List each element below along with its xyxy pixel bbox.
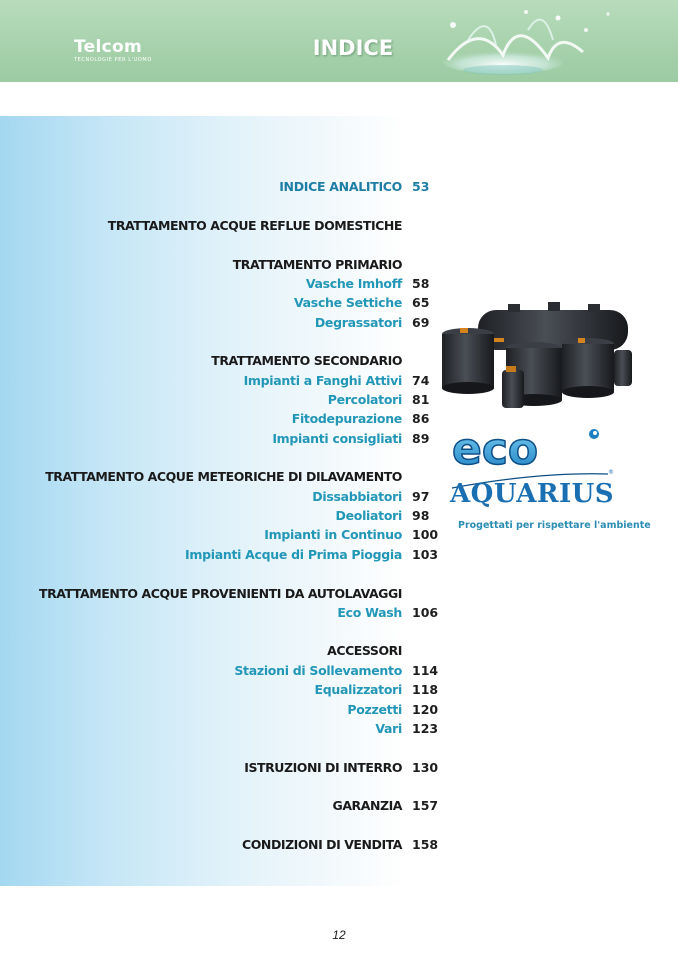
toc-entry[interactable]	[0, 371, 440, 391]
telcom-logo	[74, 38, 152, 63]
toc-entry[interactable]	[0, 506, 440, 526]
toc-entry-page: 106	[412, 605, 439, 620]
toc-entry[interactable]	[0, 429, 440, 449]
toc-entry[interactable]	[0, 603, 440, 623]
toc-section-heading[interactable]	[0, 796, 440, 816]
toc-section-heading[interactable]	[0, 641, 440, 661]
toc-entry[interactable]	[0, 525, 440, 545]
toc-entry-page: 86	[412, 411, 430, 426]
toc-entry-page: 58	[412, 276, 430, 291]
toc-entry-label: Eco Wash	[337, 605, 402, 620]
toc-entry-label: ISTRUZIONI DI INTERRO	[244, 760, 402, 775]
toc-entry-label: Impianti a Fanghi Attivi	[243, 373, 402, 388]
logo-text: Telcom	[74, 37, 142, 57]
page-header	[0, 0, 678, 82]
toc-entry-label: CONDIZIONI DI VENDITA	[242, 837, 402, 852]
toc-entry-label: Vasche Settiche	[293, 295, 402, 310]
toc-entry[interactable]	[0, 700, 440, 720]
toc-entry-page: 98	[412, 508, 430, 523]
toc-entry[interactable]	[0, 719, 440, 739]
toc-section-heading[interactable]	[0, 584, 440, 604]
page-number: 12	[332, 928, 346, 942]
toc-section-heading[interactable]	[0, 216, 440, 236]
toc-entry-label: TRATTAMENTO PRIMARIO	[232, 257, 402, 272]
toc-entry[interactable]	[0, 409, 440, 429]
toc-entry-page: 103	[412, 547, 439, 562]
toc-entry-page: 89	[412, 431, 430, 446]
toc-entry-page: 74	[412, 373, 430, 388]
toc-entry-page: 97	[412, 489, 430, 504]
toc-entry-label: Stazioni di Sollevamento	[234, 663, 402, 678]
toc-entry-label: Dissabbiatori	[312, 489, 402, 504]
page-title: INDICE	[312, 36, 394, 60]
toc-entry[interactable]	[0, 390, 440, 410]
toc-entry-page: 69	[412, 315, 430, 330]
logo-subtitle: TECNOLOGIE PER L'UOMO	[74, 57, 152, 63]
toc-entry-label: Deoliatori	[335, 508, 402, 523]
toc-entry-label: TRATTAMENTO ACQUE PROVENIENTI DA AUTOLAVAGGI	[39, 586, 402, 601]
toc-entry-label: Impianti in Continuo	[264, 527, 402, 542]
brand-logo-line1: eco	[452, 424, 539, 475]
toc-entry-page: 100	[412, 527, 439, 542]
toc-entry-page: 158	[412, 837, 439, 852]
toc-entry-label: Degrassatori	[314, 315, 402, 330]
toc-entry[interactable]	[0, 293, 440, 313]
toc-entry-label: Fitodepurazione	[291, 411, 402, 426]
brand-logo-line2: AQUARIUS	[450, 479, 615, 509]
toc-entry-label: Impianti Acque di Prima Pioggia	[185, 547, 402, 562]
tanks-product-image	[438, 298, 634, 418]
toc-entry[interactable]	[0, 545, 440, 565]
toc-entry-label: Vasche Imhoff	[305, 276, 402, 291]
toc-entry[interactable]	[0, 680, 440, 700]
toc-entry-page: 65	[412, 295, 430, 310]
toc-entry-page: 53	[412, 179, 430, 194]
toc-entry-label: Pozzetti	[347, 702, 402, 717]
toc-entry-page: 123	[412, 721, 439, 736]
toc-entry-label: TRATTAMENTO ACQUE METEORICHE DI DILAVAMENTO	[45, 469, 402, 484]
toc-entry-page: 118	[412, 682, 439, 697]
toc-section-heading[interactable]	[0, 351, 440, 371]
toc-entry[interactable]	[0, 661, 440, 681]
toc-section-heading[interactable]	[0, 255, 440, 275]
toc-entry[interactable]	[0, 487, 440, 507]
toc-entry-label: Percolatori	[327, 392, 402, 407]
toc-section-heading[interactable]	[0, 835, 440, 855]
toc-entry-label: GARANZIA	[332, 798, 402, 813]
toc-entry-page: 81	[412, 392, 430, 407]
toc-entry-label: TRATTAMENTO SECONDARIO	[211, 353, 402, 368]
brand-tagline: Progettati per rispettare l'ambiente	[458, 520, 651, 531]
toc-entry[interactable]	[0, 274, 440, 294]
registered-mark: ®	[608, 469, 614, 476]
toc-entry[interactable]	[0, 313, 440, 333]
toc-entry-label: Impianti consigliati	[272, 431, 402, 446]
toc-entry-label: TRATTAMENTO ACQUE REFLUE DOMESTICHE	[107, 218, 402, 233]
toc-entry-label: Vari	[375, 721, 402, 736]
toc-section-heading[interactable]	[0, 467, 440, 487]
toc-entry-label: ACCESSORI	[327, 643, 402, 658]
water-splash-icon	[408, 0, 678, 82]
toc-entry-label: INDICE ANALITICO	[279, 179, 402, 194]
eco-aquarius-logo	[448, 424, 628, 534]
toc-section-heading[interactable]	[0, 758, 440, 778]
toc-entry-page: 130	[412, 760, 439, 775]
toc-entry-page: 120	[412, 702, 439, 717]
toc-entry-label: Equalizzatori	[314, 682, 402, 697]
toc-entry-page: 114	[412, 663, 439, 678]
toc-entry[interactable]	[0, 177, 440, 197]
toc-entry-page: 157	[412, 798, 439, 813]
